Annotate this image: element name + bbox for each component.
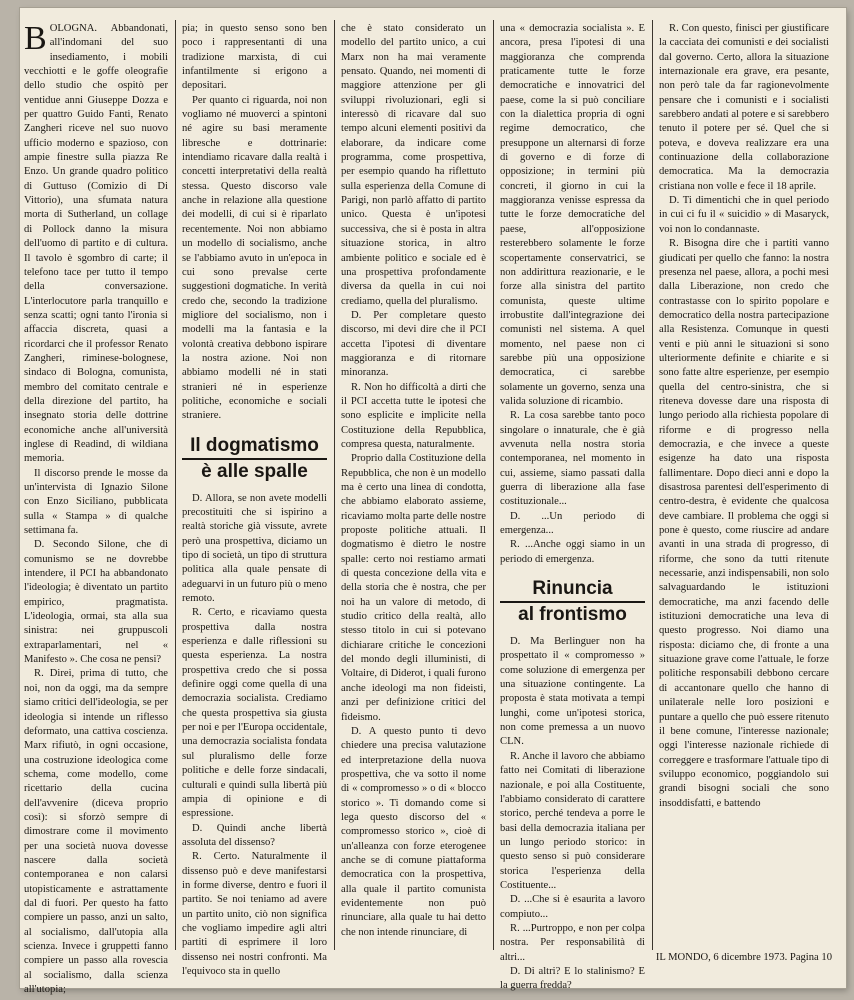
heading-line-1: Il dogmatismo — [182, 434, 327, 460]
answer-paragraph: R. ...Purtroppo, e non per colpa nostra. Per responsabilità di altri... — [500, 922, 645, 963]
question-paragraph: D. Per completare questo discorso, mi devi dire che il PCI accetta l'ipotesi di diventare maggioranza e di ritornare minoranza. — [341, 309, 486, 379]
answer-paragraph: R. ...Anche oggi siamo in un periodo di emergenza. — [500, 539, 645, 565]
column-divider — [493, 20, 494, 950]
article-column-3 — [341, 22, 486, 942]
heading-line-2: è alle spalle — [201, 460, 308, 482]
question-paragraph: D. Secondo Silone, che di comunismo se ne dovrebbe intendere, il PCI ha abbandonato l'ideologia; è diventato un partito empirico, pragmatista. L'ideologia, ormai, sta alla sua sinistra: nei gruppuscoli extraparlamentari, nel « Manifesto ». Che cosa ne pensi? — [24, 539, 168, 666]
question-paragraph: D. ...Un periodo di emergenza... — [500, 510, 645, 537]
answer-paragraph: R. La cosa sarebbe tanto poco singolare o innaturale, che è già avvenuta nella nostra storia contemporanea, nel momento in cui, assieme, siamo passati dalla guerra di liberazione alla fase costituzionale... — [500, 410, 645, 508]
article-column-5 — [659, 22, 829, 940]
question-paragraph: D. Quindi anche libertà assoluta del dissenso? — [182, 822, 327, 848]
paragraph: Per quanto ci riguarda, noi non vogliamo né muoverci a spintoni né agire su basi meramente libresche e dottrinarie: intendiamo ricavare dalla realtà i concetti interpretativi della realtà stessa. Questo discorso vale anche in relazione alla questione dei modelli, di cui si è riparlato recentemente. Noi non abbiamo un modello di socialismo, anche se l'abbiamo avuto in un'epoca in cui sono prevalse certe suggestioni dogmatiche. In verità credo che, secondo la tradizione migliore del socialismo, non i modelli ma la fantasia e la volontà creativa debbono ispirare la nostra azione. Noi non abbiamo modelli né in stati stranieri né in esperienze politiche, economiche e sociali straniere. — [182, 94, 327, 422]
column-divider — [334, 20, 335, 950]
answer-paragraph: R. Certo, e ricaviamo questa prospettiva dalla nostra esperienza e dalle riflessioni su questa esperienza. La nostra prospettiva credo che si possa definire oggi come quella di una democrazia socialista. Crediamo che questa prospettiva sia giusta per noi e per l'Europa occidentale, una democrazia socialista fondata sul pluralismo delle forze politiche e delle forze sindacali, culturali e quindi sulla libertà più ampia di opinione e di espressione. — [182, 607, 327, 820]
newspaper-page — [20, 8, 846, 996]
opening-text: OLOGNA. Abbandonati, all'indomani del suo insediamento, i mobili vecchiotti e le goffe oleografie dello studio che ospitò per ventidue anni Giuseppe Dozza e per quattro Guido Fanti, Renato Zangheri riceve nel suo nuovo ufficio moderno e spazioso, con ampie finestre sulla piazza Re Enzo. Un grande quadro politico di Guttuso (Comizio di Di Vittorio), una sfumata natura morta di Sutherland, un collage di Pollock danno la misura dell'uomo di partito e di cultura. Il tavolo è sgombro di carte; il telefono tace per tutto il tempo della conversazione. L'interlocutore parla tranquillo e senza scatti; ogni tanto l'ironia si affaccia discreta, quasi a ricordarci che il professor Renato Zangheri, riminese-bolognese, sindaco di Bologna, comunista, membro del comitato centrale e della direzione del partito, ha insegnato storia delle dottrine economiche anche all'università inglese di Readind, di wildiana memoria. — [24, 23, 168, 465]
heading-line-2: al frontismo — [500, 601, 645, 627]
section-heading-dogmatismo — [182, 434, 327, 484]
question-paragraph: D. Ma Berlinguer non ha prospettato il « compromesso » come soluzione di emergenza per una situazione contingente. La proposta è stata motivata a tempi lunghi, come un'ipotesi storica, non come premessa a un nuovo CLN. — [500, 636, 645, 748]
article-column-4 — [500, 22, 645, 992]
column-divider — [652, 20, 653, 950]
question-paragraph: D. A questo punto ti devo chiedere una precisa valutazione ed interpretazione della nuova prospettiva, che va sotto il nome di « compromesso » o di « blocco storico ». Ti domando come si lega questo discorso del « compromesso storico », cioè di un'alleanza con forze eterogenee anche se di comune piattaforma democratica con la prospettiva, alla quale il partito comunista evidentemente non può rinunciare, alla quale tu hai detto che non intende rinunciare, di — [341, 725, 486, 938]
article-column-2 — [182, 22, 327, 977]
question-paragraph: D. Di altri? E lo stalinismo? E la guerra fredda? — [500, 965, 645, 992]
paragraph: Il discorso prende le mosse da un'intervista di Ignazio Silone con Enzo Siciliano, pubblicata sulla « Stampa » di qualche settimana fa. — [24, 467, 168, 537]
answer-paragraph: R. Bisogna dire che i partiti vanno giudicati per quello che fanno: la nostra presenza nel paese, allora, a pochi mesi dalla Liberazione, non credo che contrastasse con lo spirito popolare e democratico della nostra partecipazione alla Resistenza. Comunque in questi venti e più anni le situazioni si sono ulteriormente definite e chiarite e si sono fatte altre esperienze, per esempio quella del centro-sinistra, che si riteneva dovesse dare una risposta di lungo periodo alla richiesta popolare di riforme e di progresso nella democrazia, e che invece a queste esigenze ha dato una risposta fallimentare. Dopo dieci anni e dopo la disastrosa parentesi dell'esperimento di centro-destra, è evidente che qualcosa deve cambiare. Il problema che oggi si pone è questo, come riuscire ad andare avanti in una strada di progresso, di riforme, che sono da tutti ritenute necessarie, anzi indispensabili, non solo salvaguardando le istituzioni democratiche, ma anzi facendo delle istituzioni democratiche una leva di questo progresso. Noi diamo una risposta: diciamo che, di fronte a una situazione grave come l'attuale, le forze politiche responsabili debbono cercare di accantonare quello che hanno di unilaterale nelle loro posizioni e puntare a quello che può essere ritenuto il bene comune, l'interesse nazionale; oggi l'interesse nazionale richiede di correggere e trasformare l'attuale tipo di sviluppo economico, poggiandolo sui grandi bisogni sociali che sono insoddisfatti, e battendo — [659, 238, 829, 809]
page-footer: IL MONDO, 6 dicembre 1973. Pagina 10 — [655, 952, 832, 963]
section-heading-frontismo — [500, 577, 645, 627]
answer-paragraph: R. Certo. Naturalmente il dissenso può e deve manifestarsi in forme diverse, dentro e fuori il partito. Se noi teniamo ad avere un partito unito, ciò non significa che vogliamo impedire agli altri partiti di esprimere il loro dissenso nei nostri confronti. Ma l'equivoco sta in quello — [182, 851, 327, 977]
answer-paragraph: R. Non ho difficoltà a dirti che il PCI accetta tutte le ipotesi che sono esplicite e implicite nella Costituzione della Repubblica, compresa questa, naturalmente. — [341, 381, 486, 450]
paragraph: una « democrazia socialista ». E ancora, presa l'ipotesi di una maggioranza che comprenda praticamente tutte le forze democratiche e innovatrici del paese, come la si può conciliare con la dialettica propria di ogni regime democratico, che presuppone un alternarsi di forze di governo e di forze di opposizione; in termini più concreti, il giorno in cui la maggioranza venisse espressa da tutte le forze democratiche del paese, all'opposizione resterebbero solamente le forze scopertamente conservatrici, se non addirittura reazionarie, e le forze alla sinistra del partito comunista, queste ultime irrobustite dall'integrazione dei comunisti nel sistema. A quel momento, nel paese non ci sarebbe più una opposizione democratica, ci sarebbe solamente un governo, senza una valida soluzione di ricambio. — [500, 23, 645, 407]
paragraph: Proprio dalla Costituzione della Repubblica, che non è un modello ma è certo una linea di condotta, che abbiamo elaborato assieme, ricaviamo molta parte delle nostre proposte politiche attuali. Il dogmatismo è dietro le nostre spalle: certo noi restiamo armati di questa concezione della vita e della storia che è nostra, che per noi ha un valore di metodo, di studio critico della realtà, allo stesso titolo in cui si potevano dichiarare critiche le concezioni del mondo degli illuministi, di Voltaire, di Diderot, i quali furono anche ideologi ma non fideisti, anzi per definizione critici del fideismo. — [341, 453, 486, 723]
paragraph: pia; in questo senso sono ben poco i rappresentanti di una tradizione marxista, di cui infantilmente si erigono a depositari. — [182, 23, 327, 92]
paragraph: che è stato considerato un modello del partito unico, a cui Marx non ha mai veramente pensato. Quando, nei momenti di maggiore attenzione per gli sviluppi rivoluzionari, egli si interessò di ricavare dal suo tempo alcuni elementi positivi da elaborare, da indicare come programma, come prospettiva, per esempio quando ha riflettuto sulla esperienza della Comune di Parigi, non parlò affatto di partito unico. Questa è un'ipotesi successiva, che si è posta in altra situazione storica, in altro ambiente politico e sociale ed è una prospettiva profondamente diversa da quella in cui noi crediamo, quella del pluralismo. — [341, 23, 486, 307]
drop-cap: B — [24, 20, 47, 57]
opening-paragraph — [24, 22, 168, 467]
question-paragraph: D. Ti dimentichi che in quel periodo in cui ci fu il « suicidio » di Masaryck, voi non lo condannaste. — [659, 195, 829, 235]
question-paragraph: D. Allora, se non avete modelli precostituiti che si ispirino a realtà storiche già vissute, avrete però una prospettiva, diciamo un tipo di società, un tipo di struttura politica alla quale pensate di adeguarvi in un futuro più o meno remoto. — [182, 492, 327, 605]
answer-paragraph: R. Anche il lavoro che abbiamo fatto nei Comitati di liberazione nazionale, e poi alla Costituente, l'abbiamo considerato di carattere storico, perché tendeva a porre le basi della democrazia italiana per un lungo periodo storico: in questo senso si può considerare storica l'esperienza della Costituente... — [500, 750, 645, 891]
answer-paragraph: R. Direi, prima di tutto, che noi, non da oggi, ma da sempre siamo critici dell'ideologia, se per ideologia si intende un riflesso deformato, una cattiva coscienza. Marx rifiutò, in ogni occasione, una costruzione ideologica come schema, come modello, come ricettario della cucina dell'avvenire (diceva proprio così): si sforzò sempre di dimostrare come il movimento per una società nuova dovesse nascere dalla società contemporanea e non calarsi utopisticamente e astrattamente dal di fuori. Per questo ha fatto compiere un passo, anzi un salto, al socialismo, dall'utopia alla scienza. Invece i gruppetti fanno compiere un passo alla rovescia al socialismo, dalla scienza all'utopia; — [24, 668, 168, 996]
article-column-1 — [24, 20, 168, 996]
question-paragraph: D. ...Che si è esaurita a lavoro compiuto... — [500, 894, 645, 920]
column-divider — [175, 20, 176, 950]
heading-line-1: Rinuncia — [532, 578, 613, 600]
answer-paragraph: R. Con questo, finisci per giustificare la cacciata dei comunisti e dei socialisti dal governo. Certo, allora la situazione internazionale era grave, era pesante, non però tale da far ragionevolmente pensare che i comunisti e i socialisti sarebbero andati al potere e si sarebbero tenuto il potere per sé. Quel che si poteva, e doveva realizzare era una continuazione della collaborazione democratica. Ma la democrazia cristiana non volle e fece il 18 aprile. — [659, 23, 830, 192]
